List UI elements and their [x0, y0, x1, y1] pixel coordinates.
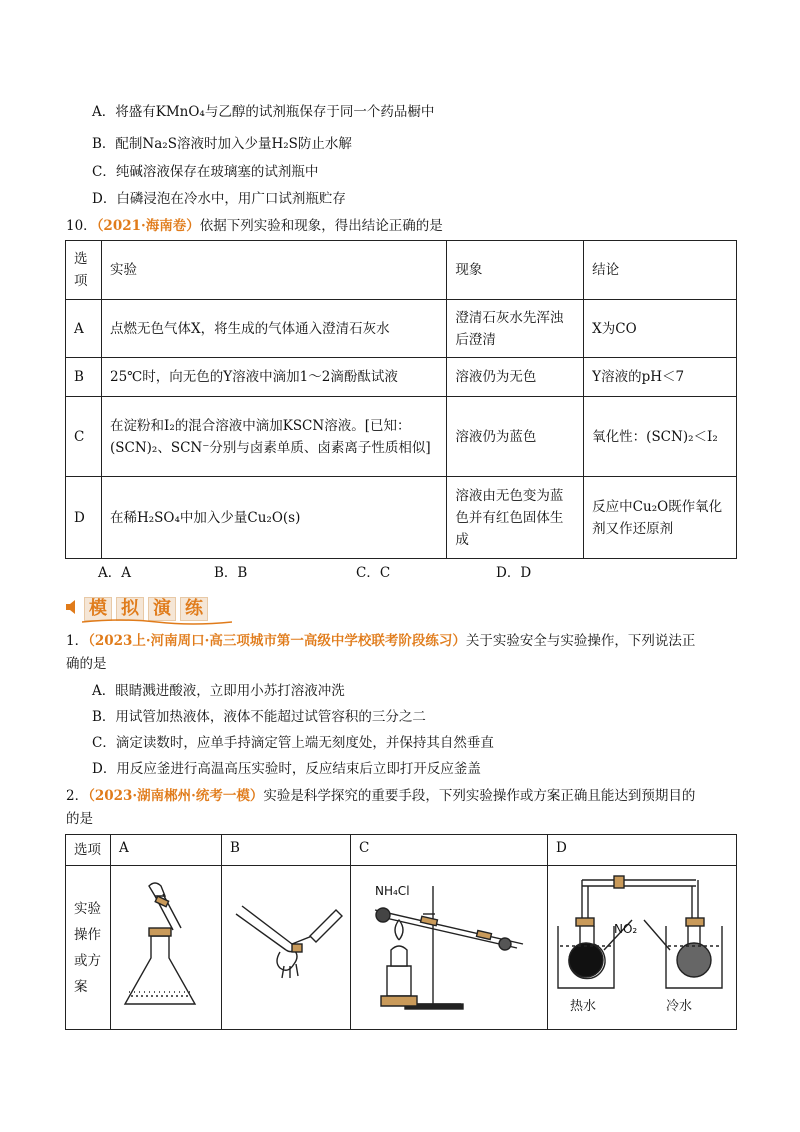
banner-char: 拟 [116, 597, 144, 621]
row-experiment: 在稀H₂SO₄中加入少量Cu₂O(s) [101, 477, 446, 559]
prev-option-b: B．配制Na₂S溶液时加入少量H₂S防止水解 [92, 136, 352, 152]
header-c: C [351, 835, 548, 866]
row-phenomenon: 溶液仍为蓝色 [447, 397, 584, 477]
question-number: 1． [66, 633, 89, 649]
hot-water-label: 热水 [570, 999, 597, 1014]
row-phenomenon: 溶液仍为无色 [447, 358, 584, 397]
table-row [66, 358, 737, 397]
mock-q1-option-a: A．眼睛溅进酸液，立即用小苏打溶液冲洗 [92, 683, 345, 699]
mock-question-2-stem-cont: 的是 [66, 811, 93, 827]
table-header-row [66, 241, 737, 300]
question-10-stem [66, 217, 443, 235]
row-conclusion: 反应中Cu₂O既作氧化剂又作还原剂 [584, 477, 737, 559]
answer-b: B．B [214, 565, 248, 581]
question-text: 关于实验安全与实验操作，下列说法正 [465, 633, 696, 649]
mock-q1-option-d: D．用反应釜进行高温高压实验时，反应结束后立即打开反应釜盖 [92, 761, 481, 777]
banner-char: 演 [148, 597, 176, 621]
question-number: 2． [66, 788, 89, 804]
table-row [66, 477, 737, 559]
figure-a-cell [111, 866, 222, 1030]
header-option: 选项 [66, 241, 102, 300]
header-conclusion: 结论 [584, 241, 737, 300]
question-2-table [65, 834, 737, 1030]
row-option: D [66, 477, 102, 559]
answer-c: C．C [356, 565, 391, 581]
prev-option-a: A．将盛有KMnO₄与乙醇的试剂瓶保存于同一个药品橱中 [92, 104, 435, 120]
mock-q1-option-b: B．用试管加热液体，液体不能超过试管容积的三分之二 [92, 709, 426, 725]
prev-option-c: C．纯碱溶液保存在玻璃塞的试剂瓶中 [92, 164, 319, 180]
figure-b-cell [222, 866, 351, 1030]
table-row [66, 866, 737, 1030]
question-number: 10． [66, 218, 97, 234]
table-row [66, 300, 737, 358]
answer-d: D．D [496, 565, 532, 581]
flask-heating-figure [111, 866, 221, 1022]
header-a: A [111, 835, 222, 866]
question-10-answers [98, 564, 531, 582]
mock-question-1-stem [66, 632, 695, 650]
question-10-table [65, 240, 737, 559]
row-phenomenon: 溶液由无色变为蓝色并有红色固体生成 [447, 477, 584, 559]
question-text: 依据下列实验和现象，得出结论正确的是 [199, 218, 443, 234]
row-option: C [66, 397, 102, 477]
no2-label: NO₂ [614, 922, 638, 936]
row-experiment: 点燃无色气体X，将生成的气体通入澄清石灰水 [101, 300, 446, 358]
header-phenomenon: 现象 [447, 241, 584, 300]
banner-char: 练 [180, 597, 208, 621]
table-header-row [66, 835, 737, 866]
banner-underline [82, 618, 232, 626]
cold-water-label: 冷水 [666, 999, 693, 1014]
mock-q1-option-c: C．滴定读数时，应单手持滴定管上端无刻度处，并保持其自然垂直 [92, 735, 494, 751]
row-phenomenon: 澄清石灰水先浑浊后澄清 [447, 300, 584, 358]
figure-d-cell [548, 866, 737, 1030]
table-row [66, 397, 737, 477]
banner-char: 模 [84, 597, 112, 621]
section-banner [64, 592, 234, 622]
nh4cl-label: NH₄Cl [375, 884, 410, 898]
question-text: 实验是科学探究的重要手段，下列实验操作或方案正确且能达到预期目的 [263, 788, 696, 804]
row-label: 实验操作或方案 [66, 866, 111, 1030]
mock-question-2-stem [66, 787, 695, 805]
row-option: B [66, 358, 102, 397]
question-source: （2023上·河南周口·高三项城市第一高级中学校联考阶段练习） [88, 633, 466, 649]
question-source: （2023·湖南郴州·统考一模） [88, 788, 264, 804]
row-conclusion: 氧化性：(SCN)₂＜I₂ [584, 397, 737, 477]
row-experiment: 在淀粉和I₂的混合溶液中滴加KSCN溶液。[已知：(SCN)₂、SCN⁻分别与卤素单质、卤素离子性质相似] [101, 397, 446, 477]
answer-a: A．A [98, 565, 131, 581]
speaker-icon [64, 598, 78, 616]
prev-option-d: D．白磷浸泡在冷水中，用广口试剂瓶贮存 [92, 191, 346, 207]
header-d: D [548, 835, 737, 866]
row-option: A [66, 300, 102, 358]
figure-c-cell [351, 866, 548, 1030]
header-experiment: 实验 [101, 241, 446, 300]
row-experiment: 25℃时，向无色的Y溶液中滴加1～2滴酚酞试液 [101, 358, 446, 397]
row-conclusion: Y溶液的pH＜7 [584, 358, 737, 397]
header-b: B [222, 835, 351, 866]
tube-holding-figure [222, 866, 350, 1022]
row-conclusion: X为CO [584, 300, 737, 358]
mock-question-1-stem-cont: 确的是 [66, 656, 107, 672]
question-source: （2021·海南卷） [96, 218, 200, 234]
header-option: 选项 [66, 835, 111, 866]
